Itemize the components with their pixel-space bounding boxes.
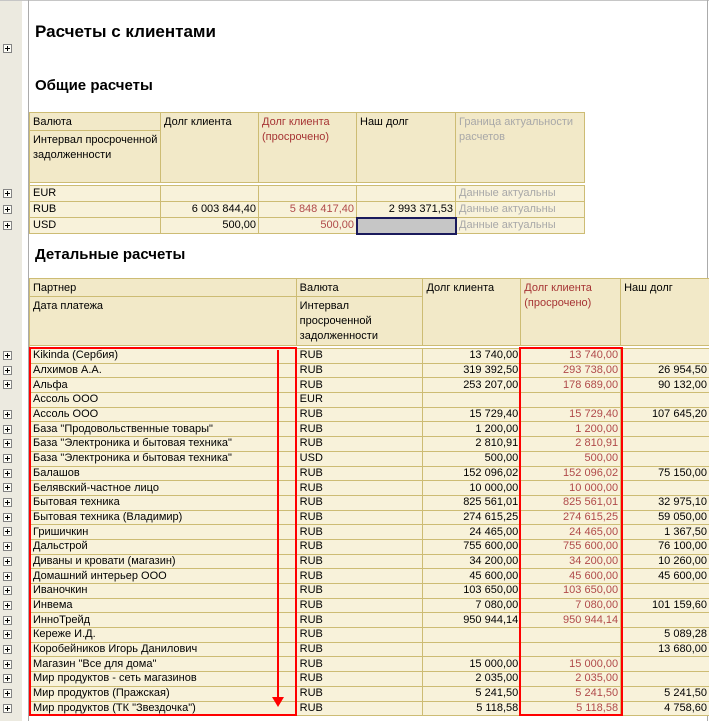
overdue-debt-cell[interactable]: 178 689,00 [521, 378, 621, 393]
overdue-debt-cell[interactable]: 34 200,00 [521, 555, 621, 570]
currency-cell[interactable]: RUB [297, 511, 424, 526]
partner-cell[interactable]: Алхимов А.А. [30, 364, 297, 379]
currency-cell[interactable]: USD [30, 218, 161, 234]
currency-cell[interactable]: RUB [297, 481, 424, 496]
detail-table-row [30, 452, 709, 467]
detail-table-row [30, 378, 709, 393]
client-debt-cell[interactable]: 319 392,50 [423, 364, 521, 379]
client-debt-cell[interactable]: 15 000,00 [423, 657, 521, 672]
detail-table-row [30, 702, 709, 717]
overdue-debt-cell[interactable]: 274 615,25 [521, 511, 621, 526]
client-debt-cell[interactable]: 34 200,00 [423, 555, 521, 570]
detail-row-expander-icon[interactable] [3, 660, 12, 669]
detail-row-expander-icon[interactable] [3, 616, 12, 625]
overdue-debt-cell[interactable]: 5 241,50 [521, 687, 621, 702]
overdue-debt-cell[interactable]: 45 600,00 [521, 569, 621, 584]
summary-header-currency: Валюта [30, 113, 161, 131]
summary-table [29, 112, 585, 234]
currency-cell[interactable]: RUB [297, 422, 424, 437]
detail-row-expander-icon[interactable] [3, 674, 12, 683]
our-debt-cell[interactable]: 26 954,50 [621, 364, 709, 379]
client-debt-cell[interactable]: 5 118,58 [423, 702, 521, 717]
currency-cell[interactable]: RUB [297, 628, 424, 643]
detail-table-body [30, 349, 709, 716]
summary-table-row [30, 202, 585, 218]
detail-row-expander-icon[interactable] [3, 586, 12, 595]
overdue-debt-cell[interactable]: 13 740,00 [521, 349, 621, 364]
detail-row-expander-icon[interactable] [3, 542, 12, 551]
our-debt-cell[interactable] [621, 613, 709, 628]
currency-cell[interactable]: RUB [297, 687, 424, 702]
overdue-debt-cell[interactable] [521, 393, 621, 408]
client-debt-cell[interactable]: 7 080,00 [423, 599, 521, 614]
our-debt-cell[interactable]: 5 089,28 [621, 628, 709, 643]
overdue-debt-cell[interactable]: 2 810,91 [521, 437, 621, 452]
summary-header-interval: Интервал просроченной задолженности [30, 131, 161, 183]
detail-row-expander-icon[interactable] [3, 454, 12, 463]
client-debt-cell[interactable]: 103 650,00 [423, 584, 521, 599]
detail-table [29, 278, 709, 716]
window-top-border [0, 0, 709, 1]
overdue-debt-cell[interactable]: 24 465,00 [521, 525, 621, 540]
our-debt-cell[interactable]: 4 758,60 [621, 702, 709, 717]
detail-header-interval: Интервал просроченной задолженности [297, 297, 424, 346]
detail-header-client-debt: Долг клиента [423, 279, 521, 346]
summary-row-expander-icon[interactable] [3, 189, 12, 198]
summary-table-row [30, 186, 585, 202]
currency-cell[interactable]: EUR [297, 393, 424, 408]
detail-header-our-debt: Наш долг [621, 279, 709, 346]
summary-header-client-debt: Долг клиента [161, 113, 259, 183]
detail-row-expander-icon[interactable] [3, 557, 12, 566]
report-expander-icon[interactable] [3, 44, 12, 53]
detail-header-partner: Партнер [30, 279, 297, 297]
currency-cell[interactable]: RUB [297, 613, 424, 628]
detail-row-expander-icon[interactable] [3, 351, 12, 360]
overdue-debt-cell[interactable] [521, 643, 621, 658]
client-debt-cell[interactable]: 755 600,00 [423, 540, 521, 555]
currency-cell[interactable]: RUB [297, 599, 424, 614]
currency-cell[interactable]: RUB [297, 437, 424, 452]
overdue-debt-cell[interactable]: 10 000,00 [521, 481, 621, 496]
detail-table-row [30, 467, 709, 482]
partner-cell[interactable]: База "Продовольственные товары" [30, 422, 297, 437]
partner-cell[interactable]: Диваны и кровати (магазин) [30, 555, 297, 570]
currency-cell[interactable]: RUB [297, 584, 424, 599]
detail-table-row [30, 364, 709, 379]
our-debt-cell[interactable]: 45 600,00 [621, 569, 709, 584]
client-debt-cell[interactable]: 500,00 [161, 218, 259, 234]
currency-cell[interactable]: RUB [297, 364, 424, 379]
partner-cell[interactable]: База "Электроника и бытовая техника" [30, 437, 297, 452]
our-debt-cell[interactable]: 10 260,00 [621, 555, 709, 570]
detail-row-expander-icon[interactable] [3, 645, 12, 654]
detail-table-row [30, 657, 709, 672]
detail-table-row [30, 525, 709, 540]
overdue-debt-cell[interactable] [521, 628, 621, 643]
detail-row-expander-icon[interactable] [3, 366, 12, 375]
status-cell[interactable]: Данные актуальны [456, 186, 585, 202]
detail-header-payment-date: Дата платежа [30, 297, 297, 346]
client-debt-cell[interactable]: 45 600,00 [423, 569, 521, 584]
summary-row-expander-icon[interactable] [3, 221, 12, 230]
currency-cell[interactable]: RUB [297, 349, 424, 364]
detail-table-row [30, 569, 709, 584]
our-debt-cell[interactable] [357, 186, 456, 202]
detail-table-row [30, 422, 709, 437]
client-debt-cell[interactable] [161, 186, 259, 202]
client-debt-cell[interactable]: 2 035,00 [423, 672, 521, 687]
currency-cell[interactable]: RUB [297, 467, 424, 482]
our-debt-cell[interactable]: 76 100,00 [621, 540, 709, 555]
partner-cell[interactable]: Ассоль ООО [30, 408, 297, 423]
detail-table-row [30, 540, 709, 555]
detail-row-expander-icon[interactable] [3, 513, 12, 522]
detail-header-currency: Валюта [297, 279, 424, 297]
detail-row-expander-icon[interactable] [3, 425, 12, 434]
detail-row-expander-icon[interactable] [3, 380, 12, 389]
detail-row-expander-icon[interactable] [3, 439, 12, 448]
detail-row-expander-icon[interactable] [3, 483, 12, 492]
overdue-debt-cell[interactable]: 15 000,00 [521, 657, 621, 672]
summary-header-relevance: Граница актуальности расчетов [456, 113, 585, 183]
detail-row-expander-icon[interactable] [3, 527, 12, 536]
client-debt-cell[interactable] [423, 628, 521, 643]
our-debt-cell[interactable]: 13 680,00 [621, 643, 709, 658]
status-cell[interactable]: Данные актуальны [456, 202, 585, 218]
partner-cell[interactable]: Ассоль ООО [30, 393, 297, 408]
detail-table-row [30, 496, 709, 511]
detail-row-expander-icon[interactable] [3, 601, 12, 610]
our-debt-cell[interactable]: 2 993 371,53 [357, 202, 456, 218]
partner-cell[interactable]: Бытовая техника [30, 496, 297, 511]
overdue-debt-cell[interactable]: 500,00 [521, 452, 621, 467]
client-debt-cell[interactable]: 500,00 [423, 452, 521, 467]
detail-table-row [30, 672, 709, 687]
our-debt-cell[interactable]: 75 150,00 [621, 467, 709, 482]
partner-cell[interactable]: Мир продуктов (Пражская) [30, 687, 297, 702]
detail-row-expander-icon[interactable] [3, 704, 12, 713]
overdue-debt-cell[interactable]: 15 729,40 [521, 408, 621, 423]
our-debt-cell[interactable] [621, 422, 709, 437]
summary-table-body [30, 186, 585, 234]
detail-row-expander-icon[interactable] [3, 498, 12, 507]
summary-table-row [30, 218, 585, 234]
partner-cell[interactable]: База "Электроника и бытовая техника" [30, 452, 297, 467]
currency-cell[interactable]: RUB [297, 408, 424, 423]
partner-cell[interactable]: Коробейников Игорь Данилович [30, 643, 297, 658]
currency-cell[interactable]: RUB [297, 569, 424, 584]
partner-cell[interactable]: Инвема [30, 599, 297, 614]
partner-cell[interactable]: Домашний интерьер ООО [30, 569, 297, 584]
currency-cell[interactable]: RUB [297, 496, 424, 511]
detail-row-expander-icon[interactable] [3, 469, 12, 478]
grouping-gutter [0, 1, 23, 721]
detail-row-expander-icon[interactable] [3, 630, 12, 639]
summary-section-title: Общие расчеты [35, 77, 153, 94]
client-debt-cell[interactable]: 15 729,40 [423, 408, 521, 423]
detail-table-row [30, 349, 709, 364]
overdue-debt-cell[interactable]: 500,00 [259, 218, 357, 234]
our-debt-cell[interactable]: 32 975,10 [621, 496, 709, 511]
overdue-debt-cell[interactable]: 103 650,00 [521, 584, 621, 599]
overdue-debt-cell[interactable]: 7 080,00 [521, 599, 621, 614]
overdue-debt-cell[interactable]: 5 848 417,40 [259, 202, 357, 218]
detail-row-expander-icon[interactable] [3, 689, 12, 698]
client-debt-cell[interactable]: 152 096,02 [423, 467, 521, 482]
partner-cell[interactable]: Альфа [30, 378, 297, 393]
partner-cell[interactable]: Кереже И.Д. [30, 628, 297, 643]
detail-table-row [30, 687, 709, 702]
overdue-debt-cell[interactable]: 293 738,00 [521, 364, 621, 379]
client-debt-cell[interactable]: 2 810,91 [423, 437, 521, 452]
client-debt-cell[interactable] [423, 643, 521, 658]
our-debt-cell[interactable] [621, 584, 709, 599]
detail-section-title: Детальные расчеты [35, 246, 186, 263]
detail-table-row [30, 481, 709, 496]
our-debt-cell[interactable] [621, 672, 709, 687]
client-debt-cell[interactable]: 253 207,00 [423, 378, 521, 393]
our-debt-cell[interactable]: 59 050,00 [621, 511, 709, 526]
partner-cell[interactable]: ИнноТрейд [30, 613, 297, 628]
currency-cell[interactable]: RUB [297, 525, 424, 540]
our-debt-cell[interactable]: 1 367,50 [621, 525, 709, 540]
overdue-debt-cell[interactable]: 1 200,00 [521, 422, 621, 437]
overdue-debt-cell[interactable]: 152 096,02 [521, 467, 621, 482]
summary-header-our-debt: Наш долг [357, 113, 456, 183]
partner-cell[interactable]: Мир продуктов - сеть магазинов [30, 672, 297, 687]
client-debt-cell[interactable]: 24 465,00 [423, 525, 521, 540]
partner-cell[interactable]: Дальстрой [30, 540, 297, 555]
our-debt-cell[interactable] [621, 437, 709, 452]
our-debt-cell[interactable]: 101 159,60 [621, 599, 709, 614]
client-debt-cell[interactable]: 825 561,01 [423, 496, 521, 511]
detail-table-row [30, 613, 709, 628]
partner-cell[interactable]: Иваночкин [30, 584, 297, 599]
detail-table-row [30, 643, 709, 658]
overdue-debt-cell[interactable]: 950 944,14 [521, 613, 621, 628]
currency-cell[interactable]: RUB [297, 378, 424, 393]
partner-cell[interactable]: Балашов [30, 467, 297, 482]
our-debt-cell[interactable] [357, 218, 456, 234]
our-debt-cell[interactable] [621, 481, 709, 496]
overdue-debt-cell[interactable]: 5 118,58 [521, 702, 621, 717]
client-debt-cell[interactable]: 5 241,50 [423, 687, 521, 702]
partner-cell[interactable]: Гришичкин [30, 525, 297, 540]
summary-header-overdue-debt: Долг клиента (просрочено) [259, 113, 357, 183]
our-debt-cell[interactable]: 5 241,50 [621, 687, 709, 702]
detail-table-row [30, 393, 709, 408]
status-cell[interactable]: Данные актуальны [456, 218, 585, 234]
partner-cell[interactable]: Kikinda (Сербия) [30, 349, 297, 364]
detail-row-expander-icon[interactable] [3, 410, 12, 419]
currency-cell[interactable]: USD [297, 452, 424, 467]
partner-cell[interactable]: Белявский-частное лицо [30, 481, 297, 496]
currency-cell[interactable]: RUB [297, 643, 424, 658]
client-debt-cell[interactable]: 10 000,00 [423, 481, 521, 496]
detail-table-row [30, 511, 709, 526]
currency-cell[interactable]: EUR [30, 186, 161, 202]
detail-header-overdue-debt: Долг клиента (просрочено) [521, 279, 621, 346]
currency-cell[interactable]: RUB [297, 672, 424, 687]
our-debt-cell[interactable] [621, 349, 709, 364]
partner-cell[interactable]: Магазин "Все для дома" [30, 657, 297, 672]
our-debt-cell[interactable]: 107 645,20 [621, 408, 709, 423]
detail-table-row [30, 599, 709, 614]
detail-table-row [30, 555, 709, 570]
detail-table-row [30, 437, 709, 452]
currency-cell[interactable]: RUB [30, 202, 161, 218]
client-debt-cell[interactable] [423, 393, 521, 408]
currency-cell[interactable]: RUB [297, 555, 424, 570]
summary-row-expander-icon[interactable] [3, 205, 12, 214]
client-debt-cell[interactable]: 13 740,00 [423, 349, 521, 364]
detail-table-row [30, 628, 709, 643]
our-debt-cell[interactable] [621, 393, 709, 408]
detail-table-row [30, 408, 709, 423]
overdue-debt-cell[interactable]: 825 561,01 [521, 496, 621, 511]
our-debt-cell[interactable]: 90 132,00 [621, 378, 709, 393]
partner-cell[interactable]: Мир продуктов (ТК "Звездочка") [30, 702, 297, 717]
currency-cell[interactable]: RUB [297, 657, 424, 672]
currency-cell[interactable]: RUB [297, 540, 424, 555]
client-debt-cell[interactable]: 274 615,25 [423, 511, 521, 526]
our-debt-cell[interactable] [621, 657, 709, 672]
our-debt-cell[interactable] [621, 452, 709, 467]
detail-row-expander-icon[interactable] [3, 572, 12, 581]
page-title: Расчеты с клиентами [35, 22, 216, 41]
client-debt-cell[interactable]: 1 200,00 [423, 422, 521, 437]
currency-cell[interactable]: RUB [297, 702, 424, 717]
client-debt-cell[interactable]: 950 944,14 [423, 613, 521, 628]
overdue-debt-cell[interactable] [259, 186, 357, 202]
overdue-debt-cell[interactable]: 755 600,00 [521, 540, 621, 555]
client-debt-cell[interactable]: 6 003 844,40 [161, 202, 259, 218]
partner-cell[interactable]: Бытовая техника (Владимир) [30, 511, 297, 526]
detail-table-row [30, 584, 709, 599]
overdue-debt-cell[interactable]: 2 035,00 [521, 672, 621, 687]
